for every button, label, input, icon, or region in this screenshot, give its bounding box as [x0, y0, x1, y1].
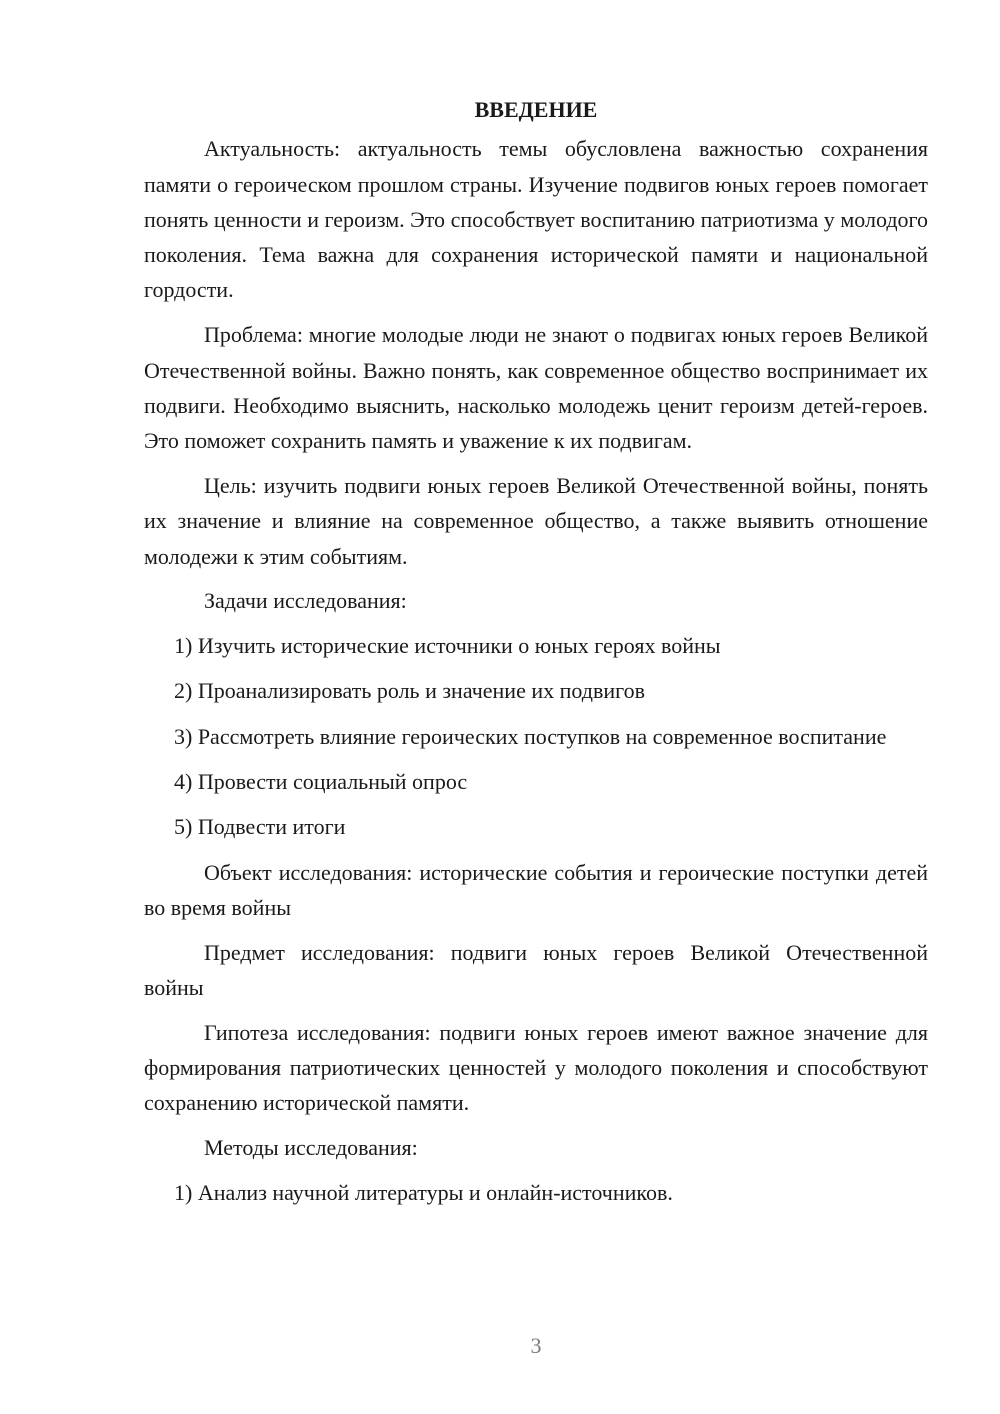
task-item: 2) Проанализировать роль и значение их подвигов [174, 678, 645, 704]
task-item: 4) Провести социальный опрос [174, 769, 468, 795]
hypothesis-paragraph: Гипотеза исследования: подвиги юных героев имеют важное значение для формирования патриотических ценностей у молодого поколения и способствуют сохранению исторической памяти. [144, 1019, 928, 1116]
task-item: 5) Подвести итоги [174, 814, 346, 840]
page-number: 3 [530, 1333, 542, 1358]
problem-paragraph: Проблема: многие молодые люди не знают о подвигах юных героев Великой Отечественной войны. Важно понять, как современное общество воспринимает их подвиги. Необходимо выяснить, насколько молодежь ценит героизм детей-героев. Это поможет сохранить память и уважение к их подвигам. [144, 322, 928, 454]
task-item: 3) Рассмотреть влияние героических поступков на современное воспитание [174, 723, 887, 749]
relevance-paragraph: Актуальность: актуальность темы обусловлена важностью сохранения памяти о героическом прошлом страны. Изучение подвигов юных героев помогает понять ценности и героизм. Это способствует воспитанию патриотизма у молодого поколения. Тема важна для сохранения исторической памяти и национальной гордости. [144, 136, 928, 303]
task-item: 1) Изучить исторические источники о юных героях войны [174, 633, 721, 659]
section-title: ВВЕДЕНИЕ [474, 97, 598, 122]
object-paragraph: Объект исследования: исторические события и героические поступки детей во время войны [144, 859, 928, 920]
subject-paragraph: Предмет исследования: подвиги юных героев Великой Отечественной войны [144, 939, 928, 1001]
goal-paragraph: Цель: изучить подвиги юных героев Великой Отечественной войны, понять их значение и влияние на современное общество, а также выявить отношение молодежи к этим событиям. [144, 472, 928, 569]
method-item: 1) Анализ научной литературы и онлайн-источников. [174, 1180, 673, 1206]
document-page [144, 92, 928, 1220]
methods-heading: Методы исследования: [204, 1135, 418, 1161]
tasks-heading: Задачи исследования: [204, 588, 407, 614]
